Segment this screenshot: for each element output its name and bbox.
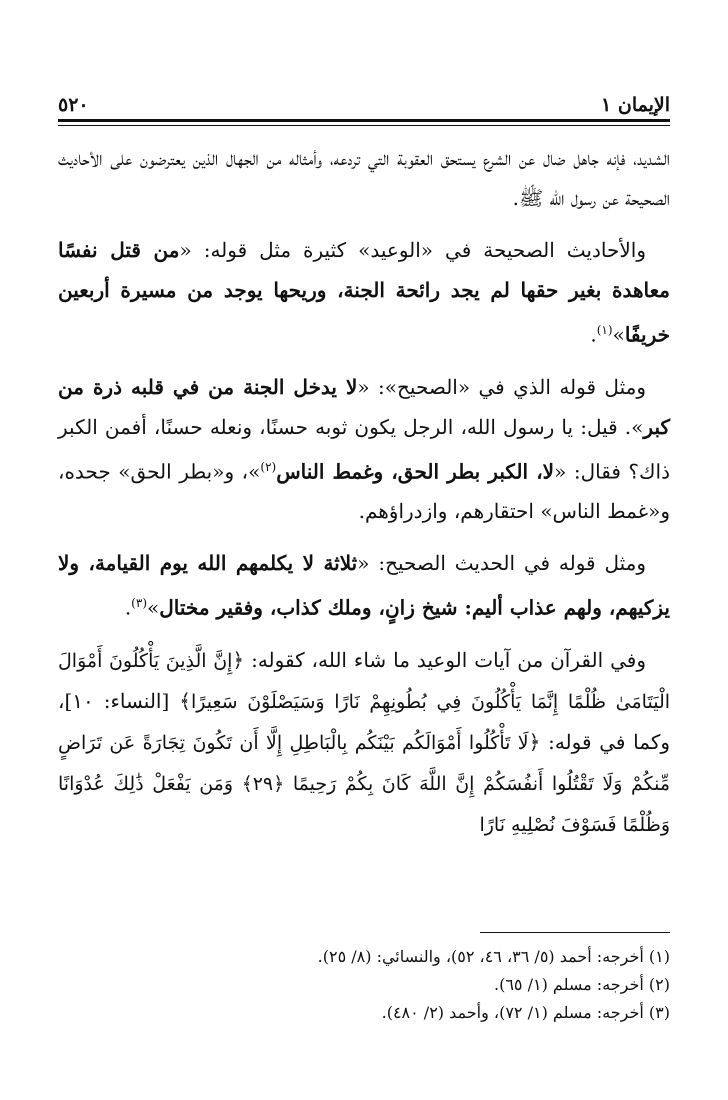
hadith-text: من قتل نفسًا معاهدة بغير حقها لم يجد رائحة الجنة، وريحها يوجد من مسيرة أربعين خريفًا xyxy=(58,238,670,347)
page-header xyxy=(58,80,670,116)
quote-close: » xyxy=(147,595,160,620)
paragraph-text: »، و«بطر الحق» جحده، و«غمط الناس» احتقارهم، وازدراؤهم. xyxy=(58,459,670,524)
hadith-text: لا يدخل الجنة من في قلبه ذرة من كبر xyxy=(58,374,670,439)
paragraph xyxy=(58,367,670,532)
header-rule-thin xyxy=(58,125,670,126)
book-title: الإيمان ١ xyxy=(601,94,670,116)
footnote-ref: (٣) xyxy=(131,596,147,611)
footnote: (١) أخرجه: أحمد (٥/ ٣٦، ٤٦، ٥٢)، والنسائي: (٨/ ٢٥). xyxy=(317,947,670,966)
paragraph xyxy=(58,640,670,845)
footnote-ref: (٢) xyxy=(260,459,277,474)
footnote-ref: (١) xyxy=(596,323,613,337)
paragraph xyxy=(58,138,670,218)
header-rule-thick xyxy=(58,119,670,122)
paragraph-text: ومثل قوله الذي في «الصحيح»: « xyxy=(357,374,646,399)
paragraph-text: ومثل قوله في الحديث الصحيح: « xyxy=(357,551,646,576)
quran-verse: إِنَّ الَّذِينَ يَأْكُلُونَ أَمْوَالَ الْيَتَامَىٰ ظُلْمًا إِنَّمَا يَأْكُلُونَ فِي بُطُونِهِمْ نَارًا وَسَيَصْلَوْنَ سَعِيرًا xyxy=(58,649,671,713)
quran-verse: لَا تَأْكُلُوا أَمْوَالَكُم بَيْنَكُم بِالْبَاطِلِ إِلَّا أَن تَكُونَ تِجَارَةً عَن تَرَاضٍ مِّنكُمْ وَلَا تَقْتُلُوا أَنفُسَكُمْ إِنَّ اللَّهَ كَانَ بِكُمْ رَحِيمًا ﴿٢٩﴾ وَمَن يَفْعَلْ ذَٰلِكَ عُدْوَانًا وَظُلْمًا فَسَوْفَ نُصْلِيهِ نَارًا xyxy=(58,731,670,836)
footnote: (٣) أخرجه: مسلم (١/ ٧٢)، وأحمد (٢/ ٤٨٠). xyxy=(381,1003,670,1022)
paragraph-text: والأحاديث الصحيحة في «الوعيد» كثيرة مثل قوله: « xyxy=(179,238,646,262)
hadith-text: ثلاثة لا يكلمهم الله يوم القيامة، ولا يزكيهم، ولهم عذاب أليم: شيخ زانٍ، وملك كذاب، وفقير مختال xyxy=(58,551,670,620)
paragraph: ومثل قوله في الحديث الصحيح: «ثلاثة لا يكلمهم الله يوم القيامة، ولا يزكيهم، ولهم عذاب أليم: شيخ زانٍ، وملك كذاب، وفقير مختال»$^{(٣)}$. xyxy=(58,551,670,620)
paragraph: والأحاديث الصحيحة في «الوعيد» كثيرة مثل قوله: «من قتل نفسًا معاهدة بغير حقها لم يجد رائحة الجنة، وريحها يوجد من مسيرة أربعين خريفًا»$^{(١)}$. xyxy=(58,238,670,347)
main-text xyxy=(58,138,670,857)
paragraph-text: وفي القرآن من آيات الوعيد ما شاء الله، كقوله: ﴿ xyxy=(232,647,646,672)
footnotes xyxy=(58,943,670,1027)
quote-close: » xyxy=(612,322,625,347)
footnote-separator xyxy=(480,932,670,933)
page-number: ٥٢٠ xyxy=(58,94,89,116)
book-page xyxy=(58,0,670,1100)
paragraph-text: ». قيل: يا رسول الله، الرجل يكون ثوبه حسنًا، ونعله حسنًا، أفمن الكبر ذاك؟ فقال: « xyxy=(58,414,670,484)
footnote: (٢) أخرجه: مسلم (١/ ٦٥). xyxy=(494,975,670,994)
hadith-text: لا، الكبر بطر الحق، وغمط الناس xyxy=(276,459,555,484)
verse-reference: ﴾ [النساء: ١٠]، وكما في قوله: ﴿ xyxy=(58,688,670,754)
paragraph-text: الشديد، فإنه جاهل ضال عن الشرع يستحق العقوبة التي تردعه، وأمثاله من الجهال الذين يعترضون على الأحاديث الصحيحة عن رسول الله ﷺ. xyxy=(58,146,670,210)
